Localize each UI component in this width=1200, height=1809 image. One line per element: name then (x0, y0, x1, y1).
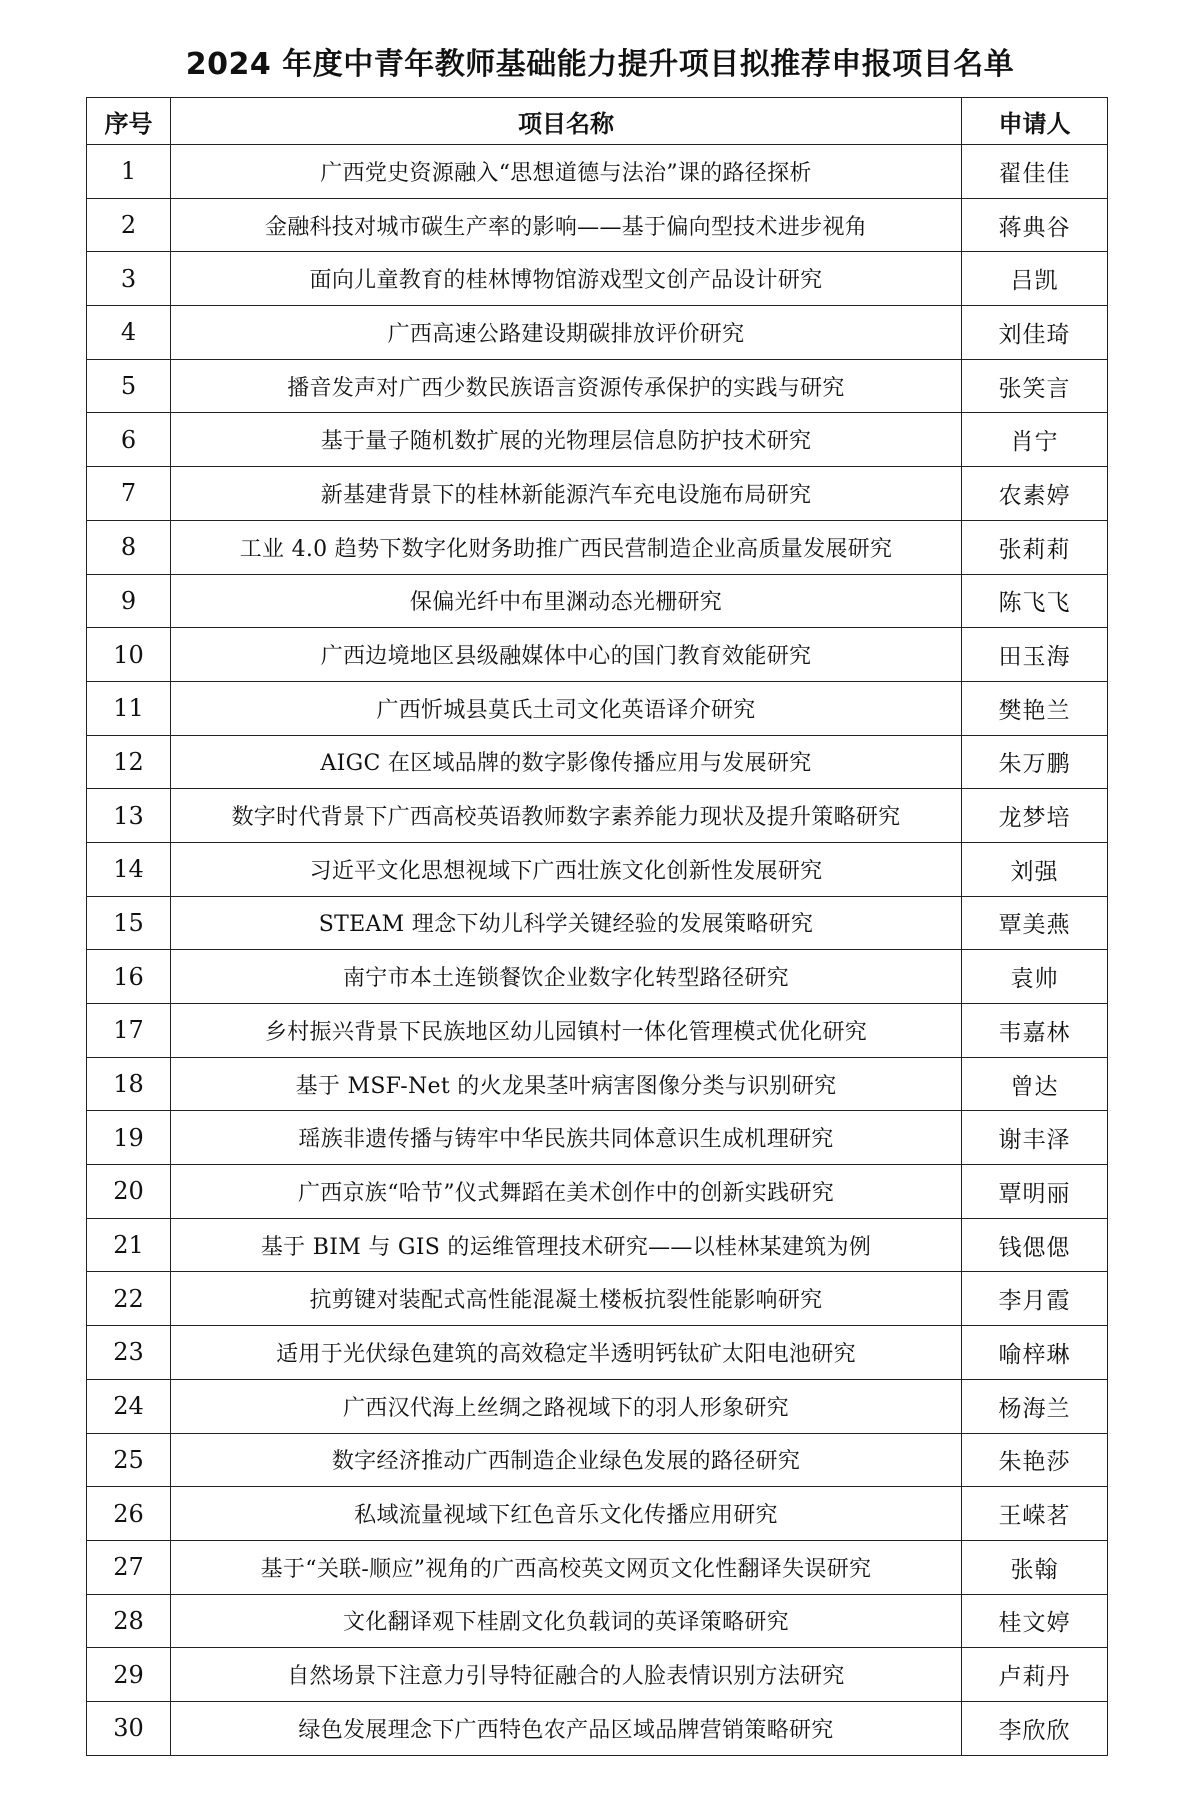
row-applicant: 龙梦培 (962, 789, 1108, 843)
row-serial-number: 26 (87, 1487, 171, 1541)
table-row (87, 520, 1108, 574)
table-body (87, 145, 1108, 1756)
table-row (87, 842, 1108, 896)
row-applicant: 曾达 (962, 1057, 1108, 1111)
row-project-name: 数字经济推动广西制造企业绿色发展的路径研究 (171, 1433, 962, 1487)
row-project-name: 广西高速公路建设期碳排放评价研究 (171, 306, 962, 360)
table-row (87, 950, 1108, 1004)
row-serial-number: 13 (87, 789, 171, 843)
table-row (87, 1379, 1108, 1433)
header-serial-number: 序号 (87, 98, 171, 145)
row-serial-number: 9 (87, 574, 171, 628)
row-applicant: 翟佳佳 (962, 145, 1108, 199)
row-applicant: 李欣欣 (962, 1701, 1108, 1755)
row-applicant: 覃美燕 (962, 896, 1108, 950)
row-project-name: AIGC 在区域品牌的数字影像传播应用与发展研究 (171, 735, 962, 789)
row-project-name: 南宁市本土连锁餐饮企业数字化转型路径研究 (171, 950, 962, 1004)
row-applicant: 谢丰泽 (962, 1111, 1108, 1165)
row-serial-number: 1 (87, 145, 171, 199)
row-serial-number: 3 (87, 252, 171, 306)
row-serial-number: 20 (87, 1165, 171, 1219)
row-applicant: 覃明丽 (962, 1165, 1108, 1219)
table-row (87, 198, 1108, 252)
row-project-name: 新基建背景下的桂林新能源汽车充电设施布局研究 (171, 467, 962, 521)
table-row (87, 1111, 1108, 1165)
row-applicant: 韦嘉林 (962, 1004, 1108, 1058)
header-project-name: 项目名称 (171, 98, 962, 145)
row-serial-number: 25 (87, 1433, 171, 1487)
row-serial-number: 8 (87, 520, 171, 574)
row-serial-number: 21 (87, 1218, 171, 1272)
table-row (87, 252, 1108, 306)
row-project-name: 基于 MSF-Net 的火龙果茎叶病害图像分类与识别研究 (171, 1057, 962, 1111)
table-header-row (87, 98, 1108, 145)
table-row (87, 789, 1108, 843)
row-project-name: 基于“关联-顺应”视角的广西高校英文网页文化性翻译失误研究 (171, 1540, 962, 1594)
row-serial-number: 19 (87, 1111, 171, 1165)
row-serial-number: 28 (87, 1594, 171, 1648)
row-project-name: 绿色发展理念下广西特色农产品区域品牌营销策略研究 (171, 1701, 962, 1755)
row-project-name: 习近平文化思想视域下广西壮族文化创新性发展研究 (171, 842, 962, 896)
table-row (87, 1272, 1108, 1326)
row-applicant: 张翰 (962, 1540, 1108, 1594)
row-project-name: 私域流量视域下红色音乐文化传播应用研究 (171, 1487, 962, 1541)
row-applicant: 朱艳莎 (962, 1433, 1108, 1487)
project-list-table (86, 97, 1108, 1756)
row-serial-number: 24 (87, 1379, 171, 1433)
table-row (87, 1218, 1108, 1272)
row-applicant: 田玉海 (962, 628, 1108, 682)
row-serial-number: 30 (87, 1701, 171, 1755)
row-serial-number: 2 (87, 198, 171, 252)
row-applicant: 朱万鹏 (962, 735, 1108, 789)
row-project-name: 数字时代背景下广西高校英语教师数字素养能力现状及提升策略研究 (171, 789, 962, 843)
row-serial-number: 18 (87, 1057, 171, 1111)
row-serial-number: 7 (87, 467, 171, 521)
row-applicant: 农素婷 (962, 467, 1108, 521)
row-project-name: 播音发声对广西少数民族语言资源传承保护的实践与研究 (171, 359, 962, 413)
row-serial-number: 23 (87, 1326, 171, 1380)
header-applicant: 申请人 (962, 98, 1108, 145)
row-project-name: 广西汉代海上丝绸之路视域下的羽人形象研究 (171, 1379, 962, 1433)
row-serial-number: 29 (87, 1648, 171, 1702)
row-project-name: 基于 BIM 与 GIS 的运维管理技术研究——以桂林某建筑为例 (171, 1218, 962, 1272)
row-serial-number: 22 (87, 1272, 171, 1326)
table-row (87, 1540, 1108, 1594)
table-row (87, 467, 1108, 521)
row-applicant: 王嵘茗 (962, 1487, 1108, 1541)
table-row (87, 413, 1108, 467)
row-applicant: 蒋典谷 (962, 198, 1108, 252)
row-project-name: 基于量子随机数扩展的光物理层信息防护技术研究 (171, 413, 962, 467)
table-row (87, 1326, 1108, 1380)
row-serial-number: 12 (87, 735, 171, 789)
row-applicant: 桂文婷 (962, 1594, 1108, 1648)
row-applicant: 刘佳琦 (962, 306, 1108, 360)
row-serial-number: 27 (87, 1540, 171, 1594)
row-serial-number: 17 (87, 1004, 171, 1058)
row-serial-number: 10 (87, 628, 171, 682)
row-serial-number: 16 (87, 950, 171, 1004)
table-row (87, 1594, 1108, 1648)
row-serial-number: 11 (87, 681, 171, 735)
table-row (87, 1433, 1108, 1487)
row-applicant: 肖宁 (962, 413, 1108, 467)
row-serial-number: 14 (87, 842, 171, 896)
table-row (87, 1057, 1108, 1111)
document-title: 2024 年度中青年教师基础能力提升项目拟推荐申报项目名单 (185, 47, 1015, 82)
table-row (87, 1701, 1108, 1755)
row-project-name: 广西京族“哈节”仪式舞蹈在美术创作中的创新实践研究 (171, 1165, 962, 1219)
table-row (87, 359, 1108, 413)
row-applicant: 樊艳兰 (962, 681, 1108, 735)
table-row (87, 896, 1108, 950)
row-applicant: 陈飞飞 (962, 574, 1108, 628)
row-applicant: 张笑言 (962, 359, 1108, 413)
table-row (87, 628, 1108, 682)
row-project-name: 乡村振兴背景下民族地区幼儿园镇村一体化管理模式优化研究 (171, 1004, 962, 1058)
row-serial-number: 15 (87, 896, 171, 950)
table-row (87, 306, 1108, 360)
row-project-name: 适用于光伏绿色建筑的高效稳定半透明钙钛矿太阳电池研究 (171, 1326, 962, 1380)
row-project-name: 工业 4.0 趋势下数字化财务助推广西民营制造企业高质量发展研究 (171, 520, 962, 574)
row-project-name: 广西边境地区县级融媒体中心的国门教育效能研究 (171, 628, 962, 682)
row-applicant: 李月霞 (962, 1272, 1108, 1326)
row-project-name: 文化翻译观下桂剧文化负载词的英译策略研究 (171, 1594, 962, 1648)
row-applicant: 吕凯 (962, 252, 1108, 306)
row-applicant: 杨海兰 (962, 1379, 1108, 1433)
table-row (87, 1487, 1108, 1541)
row-applicant: 卢莉丹 (962, 1648, 1108, 1702)
table-row (87, 145, 1108, 199)
row-project-name: 金融科技对城市碳生产率的影响——基于偏向型技术进步视角 (171, 198, 962, 252)
row-applicant: 喻梓琳 (962, 1326, 1108, 1380)
row-project-name: 广西党史资源融入“思想道德与法治”课的路径探析 (171, 145, 962, 199)
row-project-name: 保偏光纤中布里渊动态光栅研究 (171, 574, 962, 628)
row-applicant: 袁帅 (962, 950, 1108, 1004)
row-project-name: 自然场景下注意力引导特征融合的人脸表情识别方法研究 (171, 1648, 962, 1702)
table-row (87, 1004, 1108, 1058)
row-applicant: 钱偲偲 (962, 1218, 1108, 1272)
table-row (87, 574, 1108, 628)
row-applicant: 刘强 (962, 842, 1108, 896)
row-project-name: 抗剪键对装配式高性能混凝土楼板抗裂性能影响研究 (171, 1272, 962, 1326)
table-row (87, 681, 1108, 735)
table-row (87, 1165, 1108, 1219)
row-project-name: 面向儿童教育的桂林博物馆游戏型文创产品设计研究 (171, 252, 962, 306)
table-row (87, 735, 1108, 789)
row-project-name: 瑶族非遗传播与铸牢中华民族共同体意识生成机理研究 (171, 1111, 962, 1165)
row-project-name: STEAM 理念下幼儿科学关键经验的发展策略研究 (171, 896, 962, 950)
row-serial-number: 6 (87, 413, 171, 467)
table-row (87, 1648, 1108, 1702)
row-applicant: 张莉莉 (962, 520, 1108, 574)
row-serial-number: 5 (87, 359, 171, 413)
row-serial-number: 4 (87, 306, 171, 360)
row-project-name: 广西忻城县莫氏土司文化英语译介研究 (171, 681, 962, 735)
